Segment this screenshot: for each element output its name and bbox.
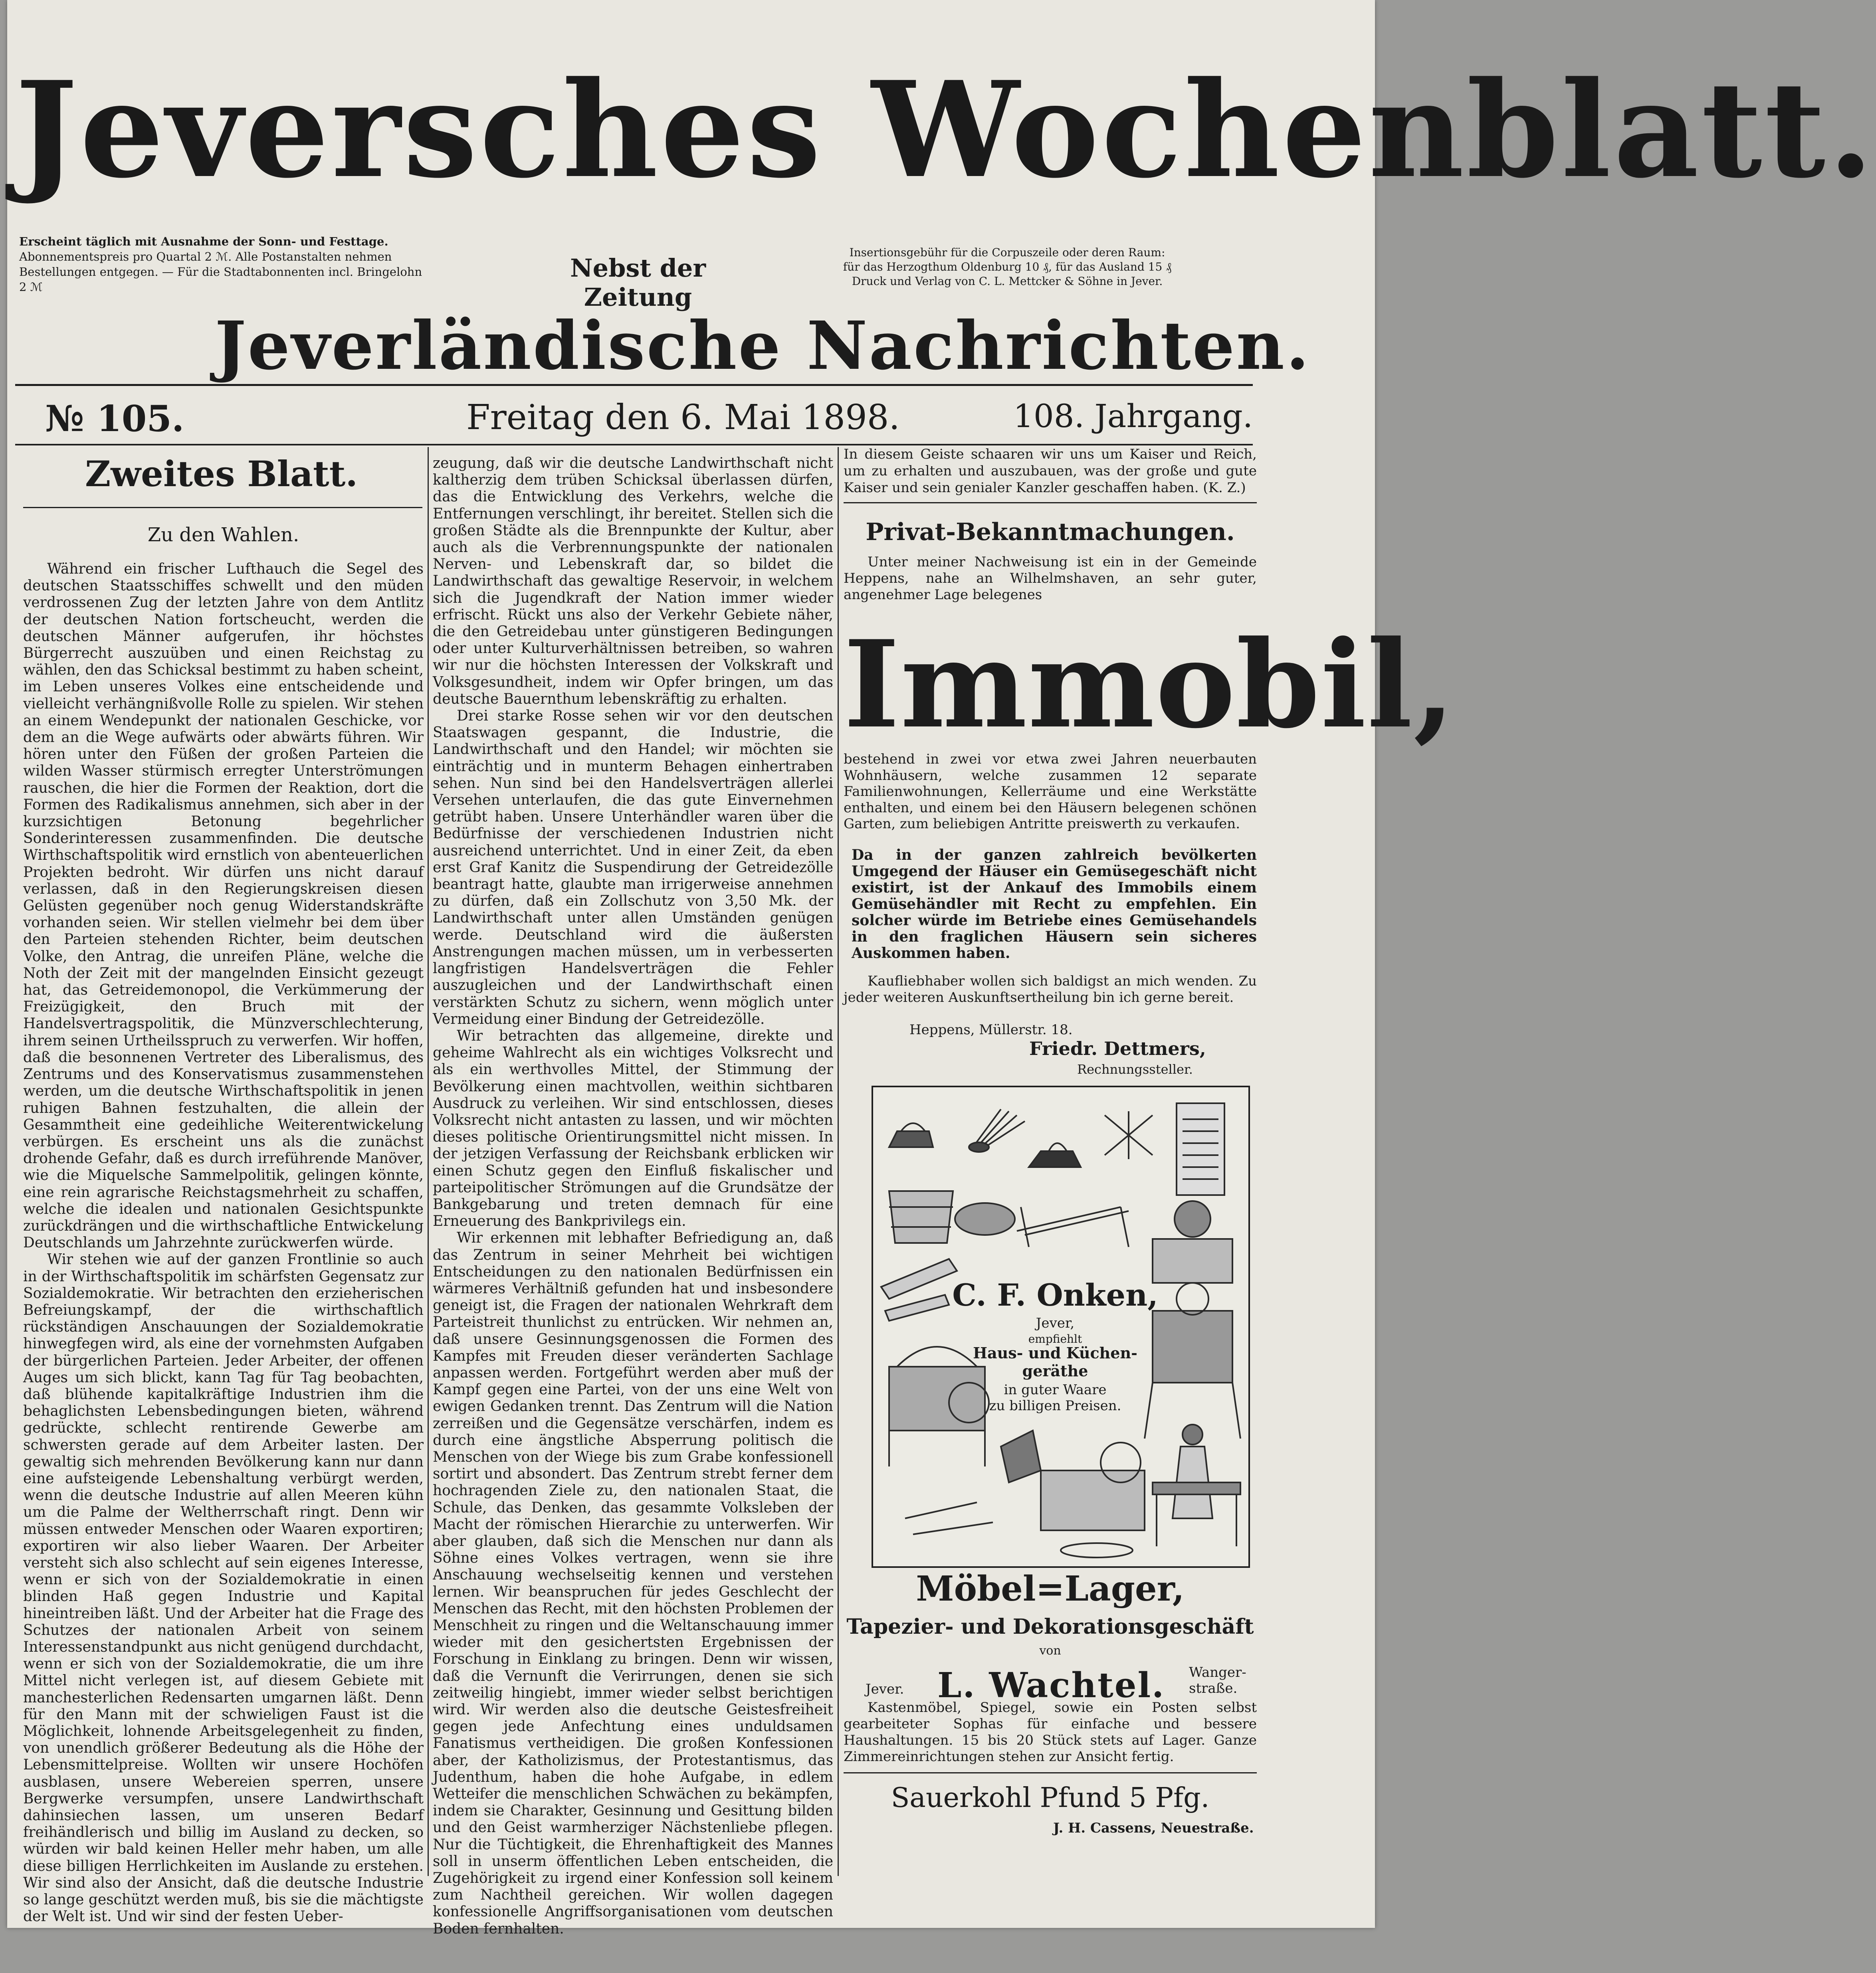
furniture-store-street — [1189, 1664, 1246, 1696]
masthead-nebst: Nebst der Zeitung — [570, 253, 706, 312]
issue-rule-top — [15, 384, 1253, 386]
ads-rule — [844, 502, 1257, 503]
furniture-store-subtitle: Tapezier- und Dekorationsgeschäft — [846, 1615, 1254, 1639]
onken-recommends: empfiehlt — [1028, 1332, 1082, 1346]
immobil-headline: Immobil, — [844, 614, 1456, 755]
newspaper-page — [7, 0, 1876, 1937]
masthead-title: Jeversches Wochenblatt. — [15, 52, 1876, 207]
subscription-line-1: Erscheint täglich mit Ausnahme der Sonn- und Festtage. — [19, 235, 388, 248]
onken-name: C. F. Onken, — [952, 1277, 1158, 1313]
advertising-info — [790, 245, 1225, 289]
article-paragraph: Während ein frischer Lufthauch die Segel des deutschen Staatsschiffes schwellt und den müden verdrossenen Zug der letzten Jahre von dem Antlitz der deutschen Nation fortscheucht, werden die deutschen Männer aufgerufen, ihr höchstes Bürgerrecht auszuüben und einen Reichstag zu wählen, den das Schicksal bestimmt zu haben scheint, im Leben unseres Volkes eine entscheidende und vielleicht verhängnißvolle Rolle zu spielen. Wir stehen an einem Wendepunkt der nationalen Geschicke, vor dem an die Wege aufwärts oder abwärts führen. Wir hören unter den Füßen der großen Parteien die wilden Wasser stürmisch erregter Unterströmungen rauschen, die hier die Formen der Reaktion, dort die Formen des Radikalismus annehmen, sich aber in der kurzsichtigen Betonung begehrlicher Sonderinteressen zusammenfinden. Die deutsche Wirthschaftspolitik wird ernstlich von abenteuerlichen Projekten bedroht. Wir dürfen uns nicht darauf verlassen, daß in den Regierungskreisen diesen Gelüsten gegenüber noch genug Widerstandskräfte vorhanden seien. Wir stellen vielmehr bei dem über den Parteien stehenden Richter, beim deutschen Volke, den Antrag, die unreifen Pläne, welche die Noth der Zeit mit der mangelnden Einsicht gezeugt hat, das Getreidemonopol, die Verkümmerung der Freizügigkeit, den Bruch mit der Handelsvertragspolitik, die Münzverschlechterung, ihrem seinen Urtheilsspruch zu verwerfen. Wir hoffen, daß die besonnenen Vertreter des Liberalismus, des Zentrums und des Konservatismus zusammenstehen werden, um die deutsche Wirthschaftspolitik in jenen ruhigen Bahnen festzuhalten, die allein der Gesammtheit eine gedeihliche Weiterentwickelung verbürgen. Es erscheint uns als die zunächst drohende Gefahr, daß es durch irreführende Manöver, wie die Miquelsche Sammelpolitik, gelingen könnte, eine rein agrarische Reichstagsmehrheit zu schaffen, welche die idealen und nationalen Gesichtspunkte zurückdrängen und die wirthschaftliche Entwickelung Deutschlands um Jahrzehnte zurückwerfen würde. — [23, 561, 424, 1251]
article-paragraph: Wir erkennen mit lebhafter Befriedigung an, daß das Zentrum in seiner Mehrheit bei wichtigen Entscheidungen zu den nationalen Bedürfnissen ein wärmeres Verhältniß gefunden hat und insbesondere geneigt ist, die Fragen der nationalen Wehrkraft dem Parteistreit thunlichst zu entrücken. Wir nehmen an, daß unsere Gesinnungsgenossen die Formen des Kampfes mit Freuden dieser veränderten Sachlage anpassen werden. Fortgeführt werden aber muß der Kampf gegen eine Partei, von der uns eine Welt von ewigen Gedanken trennt. Das Zentrum will die Nation zerreißen und die Gegensätze verschärfen, indem es durch eine ängstliche Absperrung politisch die Menschen von der Wiege bis zum Grabe konfessionell sortirt und absondert. Das Zentrum strebt ferner dem hochragenden Ziele zu, den nationalen Staat, die Schule, das Denken, das gesammte Volksleben der Macht der römischen Hierarchie zu unterwerfen. Wir aber glauben, daß sich die Menschen nur dann als Söhne eines Volkes vertragen, wenn sie ihre Anschauung wechselseitig kennen und verstehen lernen. Wir beanspruchen für jedes Geschlecht der Menschen das Recht, mit den höchsten Problemen der Menschheit zu ringen und die Weltanschauung immer wieder mit den gesichertsten Ergebnissen der Forschung in Einklang zu bringen. Denn wir wissen, daß die Vernunft die Verirrungen, denen sie sich zeitweilig hingiebt, immer wieder selbst berichtigen wird. Wir werden also die deutsche Geistesfreiheit gegen jede Anfechtung eines unduldsamen Fanatismus vertheidigen. Die großen Konfessionen aber, der Katholizismus, der Protestantismus, das Judenthum, haben die hohe Aufgabe, in edlem Wetteifer die menschlichen Schwächen zu bekämpfen, indem sie Charakter, Gesinnung und Gesittung bilden und den Geist warmherziger Nächstenliebe pflegen. Nur die Tüchtigkeit, die Ehrenhaftigkeit des Mannes soll in unserm öffentlichen Leben entscheiden, die Zugehörigkeit zu irgend einer Konfession soll keinem zum Nachtheil gereichen. Wir wollen dagegen konfessionelle Angriffsorganisationen vom deutschen Boden fernhalten. — [433, 1230, 833, 1937]
issue-rule-bottom — [15, 444, 1253, 445]
onken-quality: in guter Waare — [1004, 1382, 1107, 1398]
private-notices-title: Privat-Bekanntmachungen. — [866, 518, 1235, 546]
article-paragraph: Wir betrachten das allgemeine, direkte und geheime Wahlrecht als ein wichtiges Volksrecht und als ein werthvolles Mittel, der Stimmung der Bevölkerung einen machtvollen, weithin sichtbaren Ausdruck zu verleihen. Wir sind entschlossen, dieses Volksrecht nicht antasten zu lassen, und wir möchten dieses politische Orientirungsmittel nicht missen. In der jetzigen Verfassung der Reichsbank erblicken wir einen Schutz gegen den Einfluß fiskalischer und parteipolitischer Strömungen auf die Grundsätze der Bankgebarung und treten demnach für eine Erneuerung des Bankprivilegs ein. — [433, 1027, 833, 1230]
section-rule — [23, 507, 422, 508]
masthead-subtitle: Jeverländische Nachrichten. — [215, 307, 1311, 385]
article-column-1 — [23, 561, 424, 1925]
onken-place: Jever, — [1036, 1315, 1075, 1331]
section-title: Zweites Blatt. — [85, 453, 358, 495]
issue-date: Freitag den 6. Mai 1898. — [466, 398, 900, 437]
subscription-line-3: Bestellungen entgegen. — Für die Stadtabonnenten incl. Bringelohn 2 ℳ — [19, 265, 422, 294]
subscription-line-2: Abonnementspreis pro Quartal 2 ℳ. Alle Postanstalten nehmen — [19, 250, 392, 263]
furniture-store-street-2: straße. — [1189, 1680, 1238, 1696]
immobil-signer: Friedr. Dettmers, — [1029, 1038, 1206, 1059]
article-column-2 — [433, 455, 833, 1937]
furniture-store-street-1: Wanger- — [1189, 1664, 1246, 1680]
column-rule-1 — [428, 447, 429, 1876]
advertising-line-2: für das Herzogthum Oldenburg 10 ₰, für das Ausland 15 ₰ — [843, 260, 1172, 273]
immobil-signer-role: Rechnungssteller. — [1077, 1062, 1193, 1077]
issue-number: № 105. — [45, 398, 184, 440]
onken-goods-1: Haus- und Küchen- — [973, 1344, 1137, 1362]
issue-year: 108. Jahrgang. — [1013, 398, 1253, 435]
furniture-store-owner: L. Wachtel. — [937, 1665, 1165, 1706]
furniture-store-town: Jever. — [866, 1681, 904, 1697]
furniture-store-title: Möbel=Lager, — [916, 1569, 1185, 1609]
subscription-info — [19, 234, 430, 295]
immobil-recommendation: Da in der ganzen zahlreich bevölkerten Umgegend der Häuser ein Gemüsegeschäft nicht existirt, ist der Ankauf des Immobils einem Gemüsehändler mit Recht zu empfehlen. Ein solcher würde im Betriebe eines Gemüsehandels in den fraglichen Häusern sein sicheres Auskommen haben. — [852, 847, 1257, 962]
immobil-intro: Unter meiner Nachweisung ist ein in der Gemeinde Heppens, nahe an Wilhelmshaven, an sehr guter, angenehmer Lage belegenes — [844, 554, 1257, 603]
article-paragraph: Drei starke Rosse sehen wir vor den deutschen Staatswagen gespannt, die Industrie, die Landwirthschaft und den Handel; wir möchten sie einträchtig und in munterm Behagen einhertraben sehen. Nun sind bei den Handelsverträgen allerlei Versehen unterlaufen, die das gute Einvernehmen getrübt haben. Unsere Unterhändler waren über die Bedürfnisse der verschiedenen Industrien nicht ausreichend unterrichtet. Und in einer Zeit, da eben erst Graf Kanitz die Suspendirung der Getreidezölle beantragt hatte, glaubte man irrigerweise annehmen zu dürfen, daß ein Zollschutz von 3,50 Mk. der Landwirthschaft unter allen Umständen genügen werde. Deutschland wird die äußersten Anstrengungen machen müssen, um in verbesserten langfristigen Handelsverträgen die Fehler auszugleichen und der Landwirthschaft einen verstärkten Schutz zu sichern, wenn möglich unter Vermeidung einer Bindung der Getreidezölle. — [433, 708, 833, 1027]
furniture-store-text: Kastenmöbel, Spiegel, sowie ein Posten selbst gearbeiteter Sophas für einfache und bessere Haushaltungen. 15 bis 20 Stück stets auf Lager. Ganze Zimmereinrichtungen stehen zur Ansicht fertig. — [844, 1700, 1257, 1765]
ads-rule-bottom — [844, 1772, 1257, 1773]
sauerkraut-seller: J. H. Cassens, Neuestraße. — [1053, 1820, 1254, 1836]
column-rule-2 — [838, 447, 839, 1876]
advertising-line-1: Insertionsgebühr für die Corpuszeile oder deren Raum: — [849, 246, 1165, 259]
immobil-description: bestehend in zwei vor etwa zwei Jahren neuerbauten Wohnhäusern, welche zusammen 12 separate Familienwohnungen, Kellerräume und eine Werkstätte enthalten, und einem bei den Häusern belegenen schönen Garten, zum beliebigen Antritte preiswerth zu verkaufen. — [844, 751, 1257, 832]
advertising-line-3: Druck und Verlag von C. L. Mettcker & Söhne in Jever. — [852, 275, 1163, 288]
article-paragraph: zeugung, daß wir die deutsche Landwirthschaft nicht kaltherzig dem trüben Schicksal überlassen dürfen, das die Entwicklung des Verkehrs, welche die Entfernungen verschlingt, ihr bereitet. Stellen sich die großen Städte als die Brennpunkte der Kultur, aber auch als die Verbrennungspunkte der nationalen Nerven- und Lebenskraft dar, so bildet die Landwirthschaft das gewaltige Reservoir, in welchem sich die Jugendkraft der Nation immer wieder erfrischt. Rückt uns also der Verkehr Gebiete näher, die den Getreidebau unter günstigeren Bedingungen oder unter Kulturverhältnissen betreiben, so wahren wir nur die höchsten Interessen der Volkskraft und Volksgesundheit, indem wir Opfer bringen, um das deutsche Bauernthum lebenskräftig zu erhalten. — [433, 455, 833, 707]
article-ending: In diesem Geiste schaaren wir uns um Kaiser und Reich, um zu erhalten und auszubauen, was der große und gute Kaiser und sein genialer Kanzler geschaffen haben. (K. Z.) — [844, 446, 1257, 496]
sauerkraut-ad: Sauerkohl Pfund 5 Pfg. — [891, 1782, 1210, 1814]
immobil-contact-text: Kaufliebhaber wollen sich baldigst an mich wenden. Zu jeder weiteren Auskunftsertheilung bin ich gerne bereit. — [844, 973, 1257, 1005]
immobil-address: Heppens, Müllerstr. 18. — [909, 1022, 1073, 1038]
furniture-store-von: von — [1039, 1644, 1061, 1658]
onken-goods-2: geräthe — [1022, 1362, 1088, 1380]
article-paragraph: Wir stehen wie auf der ganzen Frontlinie so auch in der Wirthschaftspolitik im schärfsten Gegensatz zur Sozialdemokratie. Wir betrachten den erzieherischen Befreiungskampf, der die wirthschaftlich rückständigen Anschauungen der Sozialdemokratie hinwegfegen wird, als eine der vornehmsten Aufgaben der bürgerlichen Parteien. Jeder Arbeiter, der offenen Auges um sich blickt, kann Tag für Tag beobachten, daß blühende kapitalkräftige Industrien ihm die behaglichsten Lebensbedingungen bieten, während gedrückte, schlecht rentirende Gewerbe am schwersten gerade auf dem Arbeiter lasten. Der gewaltig sich mehrenden Bevölkerung kann nur dann eine aufsteigende Lebenshaltung verbürgt werden, wenn die deutsche Industrie auf allen Meeren kühn um die Palme der Weltherrschaft ringt. Denn wir müssen entweder Menschen oder Waaren exportiren; exportiren wir also lieber Waaren. Der Arbeiter versteht sich also schlecht auf sein eigenes Interesse, wenn er sich von der Sozialdemokratie in einen blinden Haß gegen Industrie und Kapital hineintreiben läßt. Und der Arbeiter hat die Frage des Schutzes der nationalen Arbeit von seinem Interessenstandpunkt aus nicht genügend durchdacht, wenn er sich von der Sozialdemokratie, die um ihre Mittel nicht verlegen ist, auf diesem Gebiete mit manchesterlichen Redensarten umgarnen läßt. Denn für den Mann mit der schwieligen Faust ist die Möglichkeit, lohnende Arbeitsgelegenheit zu finden, von unendlich größerer Bedeutung als die Höhe der Lebensmittelpreise. Wollten wir unsere Hochöfen ausblasen, unsere Webereien sperren, unsere Bergwerke versumpfen, unsere Landwirthschaft dahinsiechen lassen, um unseren Bedarf freihändlerisch und billig im Ausland zu decken, so würden wir bald keinen Heller mehr haben, um alle diese billigen Herrlichkeiten im Auslande zu erstehen. Wir sind also der Ansicht, daß die deutsche Industrie so lange geschützt werden muß, bis sie die mächtigste der Welt ist. Und wir sind der festen Ueber- — [23, 1251, 424, 1925]
article-title: Zu den Wahlen. — [147, 524, 299, 546]
onken-prices: zu billigen Preisen. — [989, 1398, 1121, 1414]
